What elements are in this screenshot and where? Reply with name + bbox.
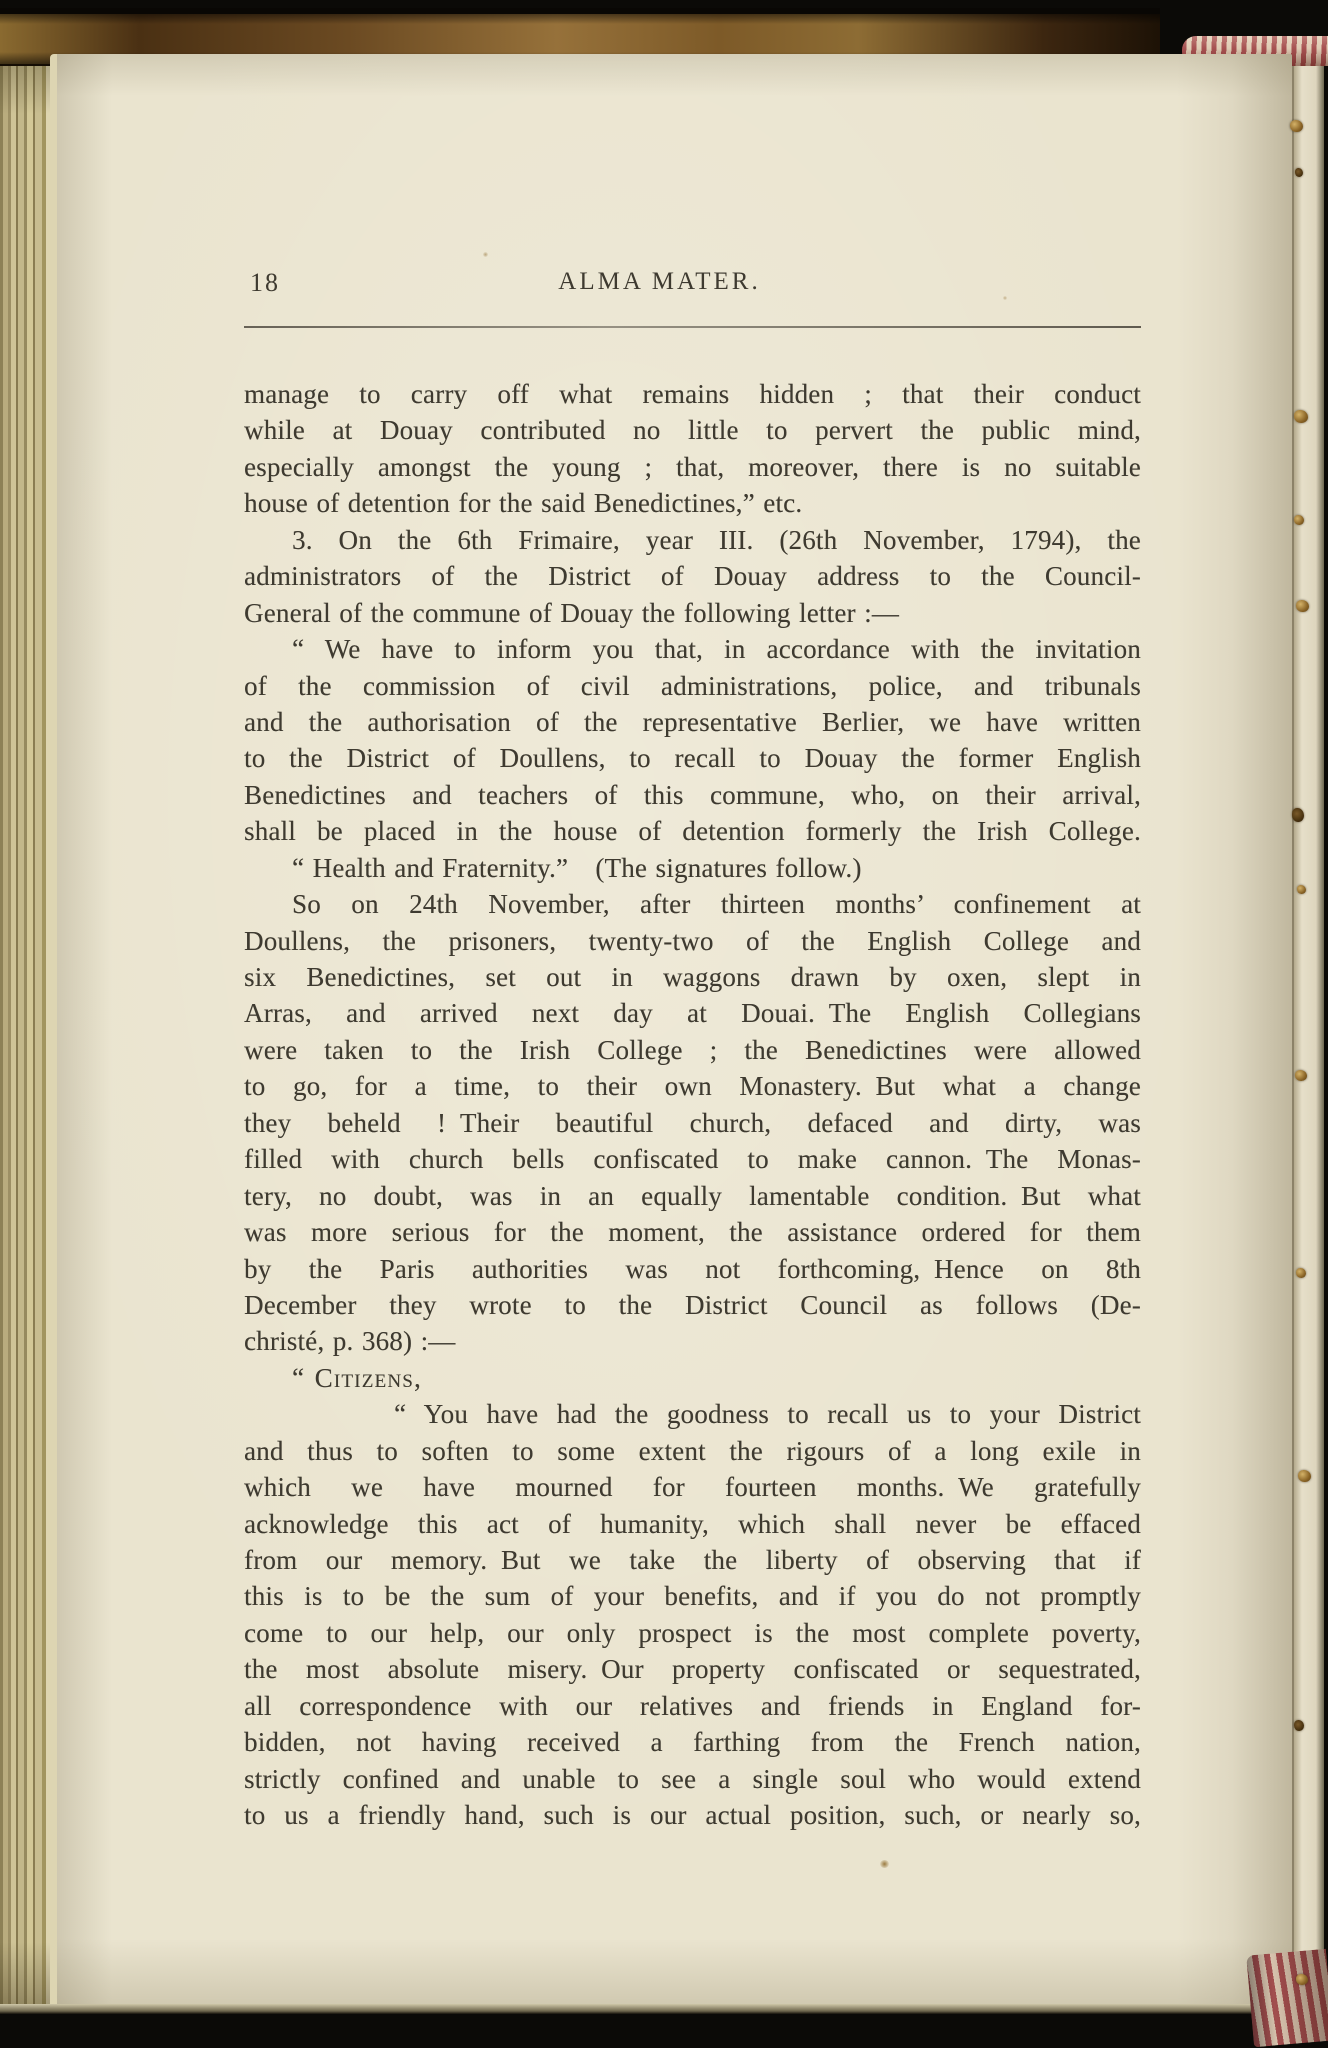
- running-title: ALMA MATER.: [558, 268, 761, 295]
- next-page-edge: [1292, 66, 1324, 2000]
- paper-speck: [483, 252, 488, 257]
- worm-mark: [1294, 1720, 1304, 1731]
- worm-mark: [1294, 515, 1304, 525]
- text-line: acknowledge this act of humanity, which shall never be effaced: [244, 1508, 1141, 1539]
- page-bottom-edge: [0, 2004, 1292, 2014]
- text-line: “ We have to inform you that, in accordance with the invitation: [292, 634, 1141, 665]
- worm-mark: [1295, 1070, 1307, 1081]
- book-page: [50, 54, 1292, 2004]
- paper-speck: [1003, 296, 1007, 300]
- worm-mark: [1296, 1268, 1306, 1278]
- text-line: of the commission of civil administrations, police, and tribunals: [244, 670, 1141, 701]
- text-line: December they wrote to the District Council as follows (De-: [244, 1289, 1141, 1320]
- text-line: Arras, and arrived next day at Douai. The English Collegians: [244, 998, 1141, 1029]
- text-line: house of detention for the said Benedictines,” etc.: [244, 488, 803, 519]
- text-line: administrators of the District of Douay address to the Council-: [244, 561, 1141, 592]
- text-line: while at Douay contributed no little to pervert the public mind,: [244, 415, 1141, 446]
- text-line: this is to be the sum of your benefits, and if you do not promptly: [244, 1581, 1141, 1612]
- worm-mark: [1297, 885, 1306, 894]
- page-number: 18: [250, 268, 280, 297]
- text-line: from our memory. But we take the liberty of observing that if: [244, 1545, 1141, 1575]
- text-line: they beheld ! Their beautiful church, defaced and dirty, was: [244, 1107, 1141, 1138]
- text-line: “ Health and Fraternity.” (The signatures follow.): [292, 852, 862, 883]
- text-line: were taken to the Irish College ; the Benedictines were allowed: [244, 1034, 1141, 1065]
- text-line: General of the commune of Douay the following letter :—: [244, 597, 900, 628]
- text-line: tery, no doubt, was in an equally lamentable condition. But what: [244, 1180, 1141, 1211]
- worm-mark: [1294, 410, 1308, 423]
- text-line: six Benedictines, set out in waggons drawn by oxen, slept in: [244, 962, 1141, 992]
- paper-speck: [880, 1860, 889, 1868]
- text-line: “ Citizens,: [292, 1362, 422, 1393]
- tailband-bottom-right: [1246, 1949, 1328, 2048]
- worm-mark: [1296, 600, 1309, 612]
- header-rule: [244, 326, 1141, 328]
- worm-mark: [1295, 168, 1303, 177]
- text-line: was more serious for the moment, the assistance ordered for them: [244, 1217, 1141, 1248]
- worm-mark: [1292, 808, 1304, 822]
- text-line: all correspondence with our relatives and friends in England for-: [244, 1690, 1141, 1721]
- text-line: shall be placed in the house of detention formerly the Irish College.: [244, 816, 1141, 847]
- text-line: Doullens, the prisoners, twenty-two of the English College and: [244, 925, 1141, 956]
- text-line: Benedictines and teachers of this commune, who, on their arrival,: [244, 779, 1141, 810]
- text-line: filled with church bells confiscated to make cannon. The Monas-: [244, 1144, 1141, 1175]
- text-line: and thus to soften to some extent the rigours of a long exile in: [244, 1435, 1141, 1466]
- text-line: 3. On the 6th Frimaire, year III. (26th November, 1794), the: [292, 524, 1141, 555]
- text-line: and the authorisation of the representative Berlier, we have written: [244, 706, 1141, 737]
- text-line: the most absolute misery. Our property confiscated or sequestrated,: [244, 1654, 1141, 1685]
- text-line: to the District of Doullens, to recall to Douay the former English: [244, 743, 1141, 774]
- page-header: [244, 268, 1141, 306]
- text-line: by the Paris authorities was not forthcoming, Hence on 8th: [244, 1253, 1141, 1284]
- worm-mark: [1296, 1974, 1308, 1985]
- text-line: bidden, not having received a farthing from the French nation,: [244, 1727, 1141, 1758]
- text-line: especially amongst the young ; that, moreover, there is no suitable: [244, 451, 1141, 482]
- text-line: to us a friendly hand, such is our actual position, such, or nearly so,: [244, 1800, 1141, 1831]
- text-line: come to our help, our only prospect is the most complete poverty,: [244, 1617, 1141, 1648]
- text-line: christé, p. 368) :—: [244, 1326, 456, 1357]
- worm-mark: [1290, 120, 1303, 132]
- text-line: strictly confined and unable to see a single soul who would extend: [244, 1763, 1141, 1794]
- text-line: which we have mourned for fourteen months. We gratefully: [244, 1472, 1141, 1503]
- text-line: “ You have had the goodness to recall us to your District: [394, 1399, 1141, 1430]
- worm-mark: [1298, 1470, 1311, 1482]
- text-line: So on 24th November, after thirteen months’ confinement at: [292, 889, 1141, 920]
- text-line: manage to carry off what remains hidden ; that their conduct: [244, 379, 1141, 409]
- text-line: to go, for a time, to their own Monastery. But what a change: [244, 1071, 1141, 1102]
- page-edges-left: [0, 54, 50, 2012]
- page-text: [244, 376, 1141, 1834]
